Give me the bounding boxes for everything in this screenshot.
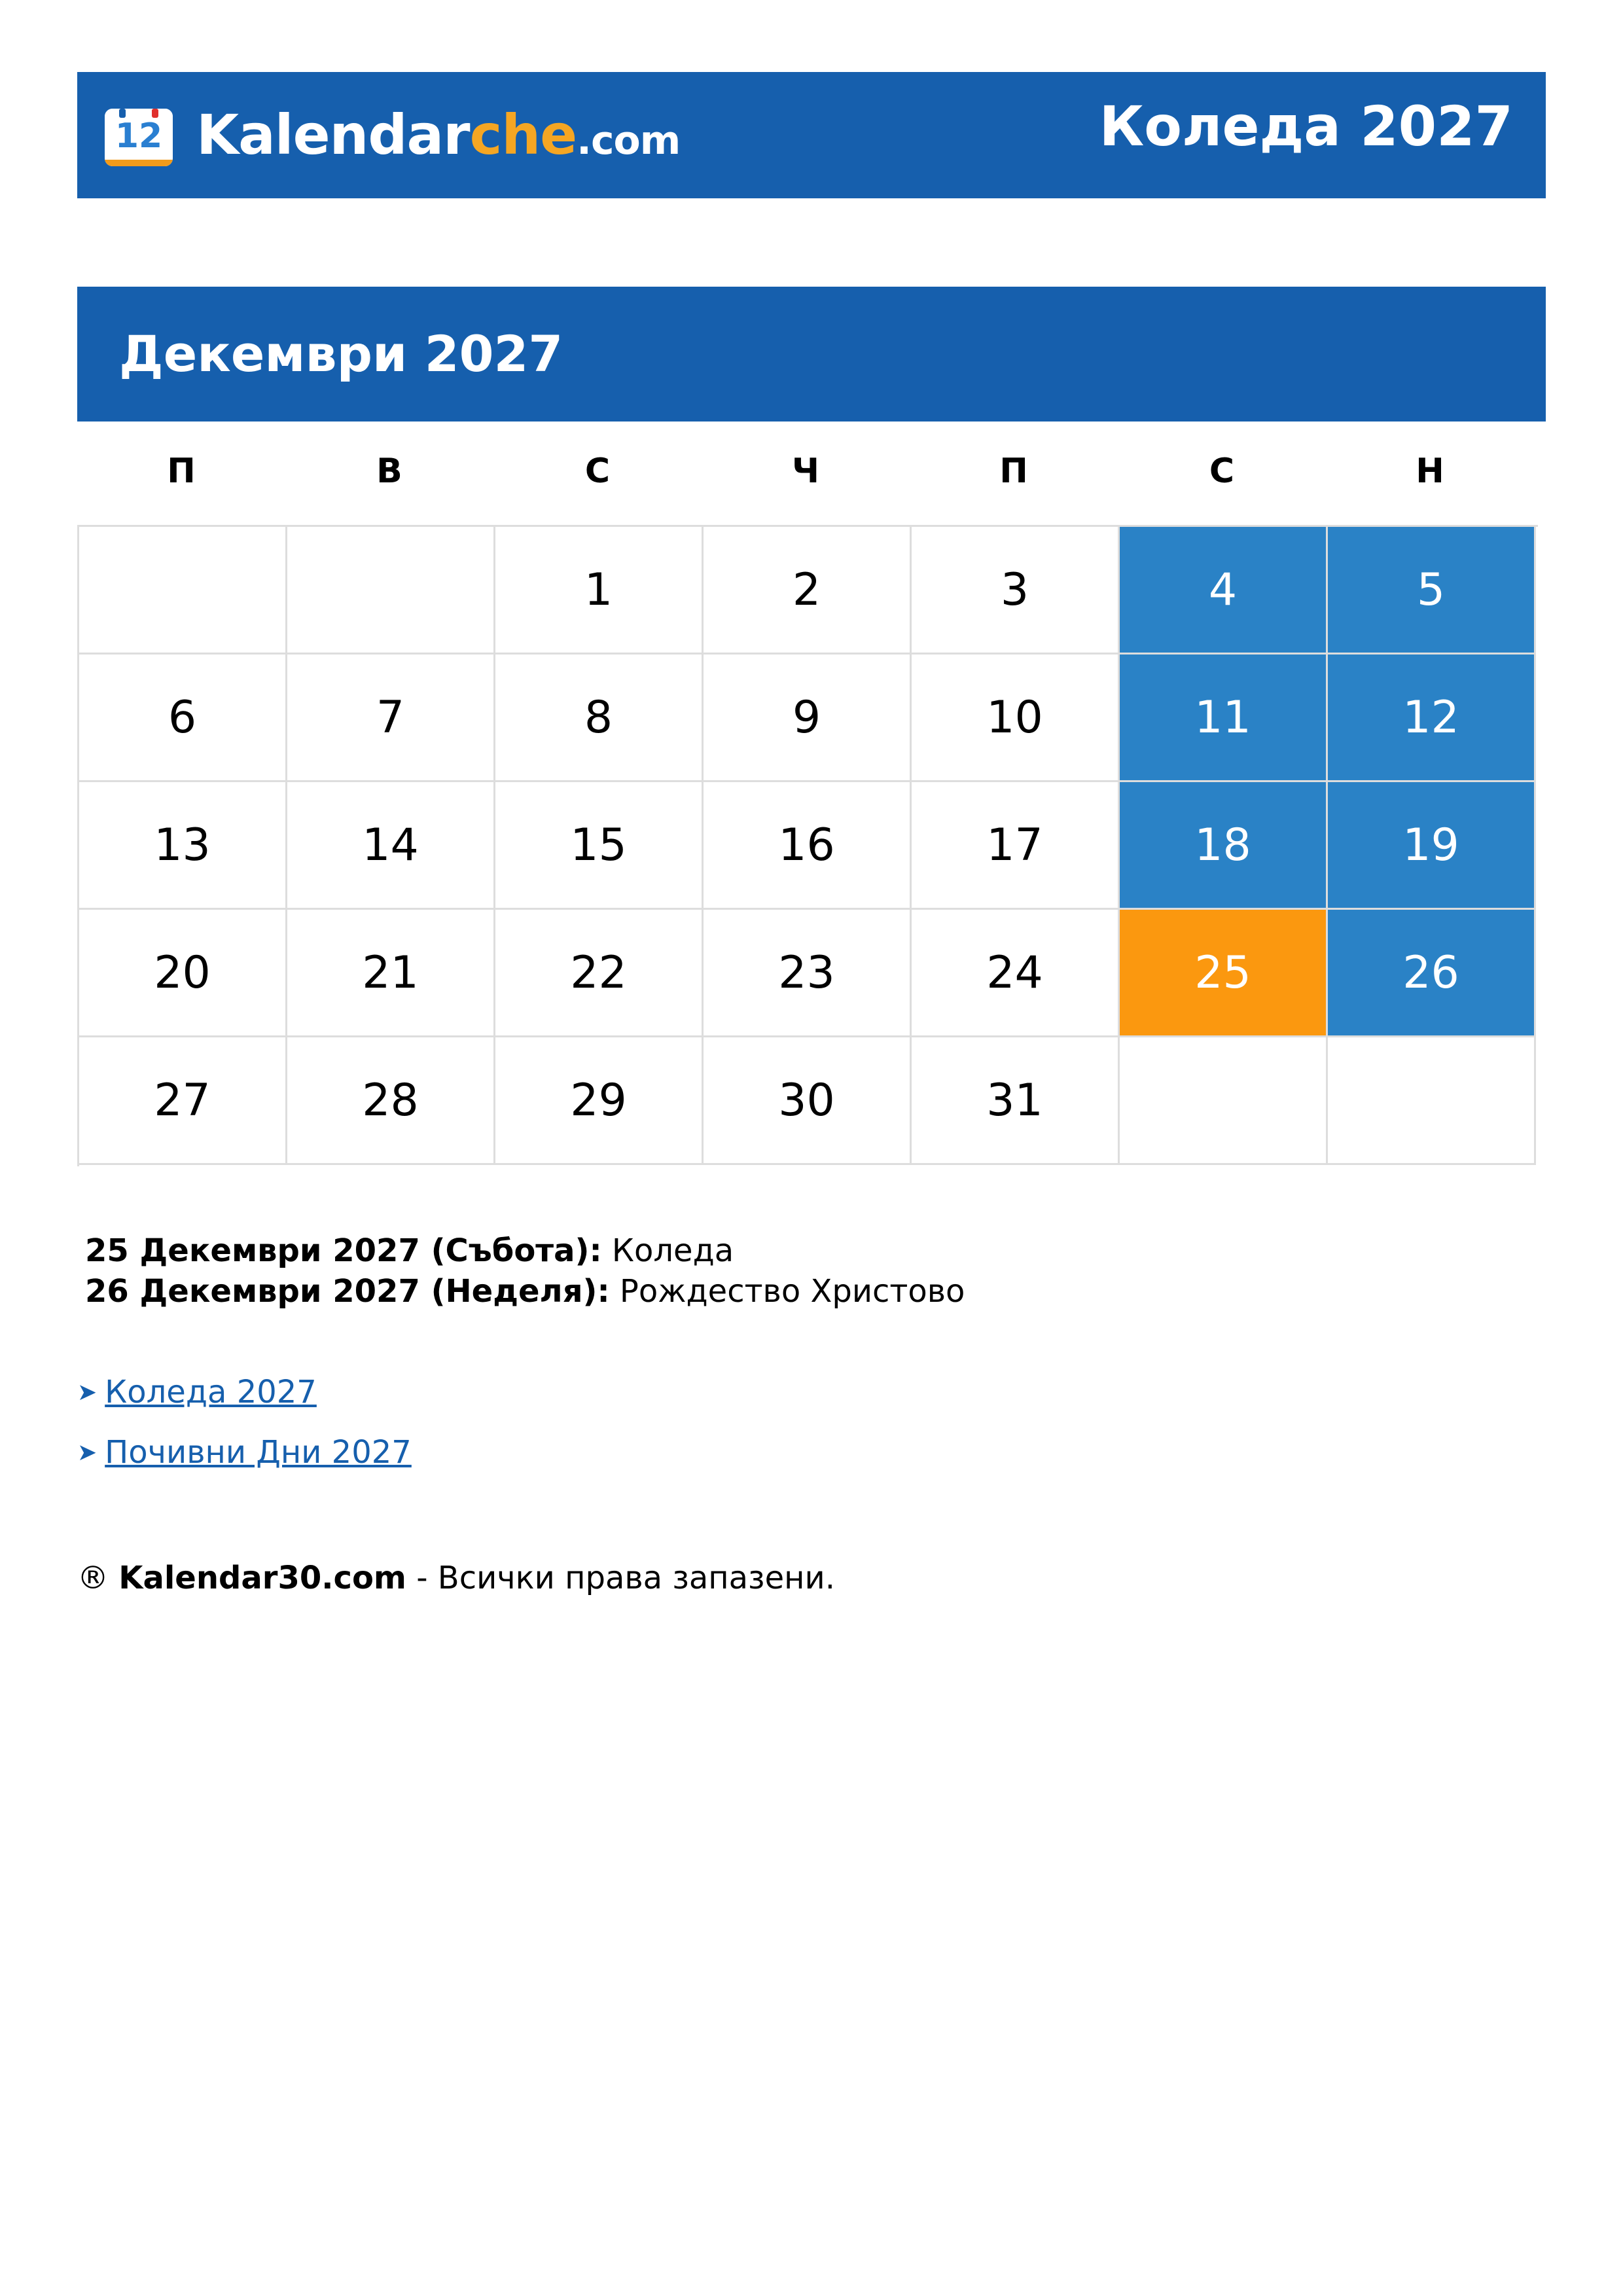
holiday-date: 25 Декември 2027 (Събота): bbox=[85, 1232, 602, 1269]
day-cell-weekend: 18 bbox=[1120, 782, 1328, 910]
link-item bbox=[77, 1372, 412, 1412]
day-cell-holiday: 25 bbox=[1120, 910, 1328, 1037]
calendar-grid bbox=[77, 525, 1538, 1166]
weekday-label: С bbox=[584, 452, 611, 491]
day-cell: 17 bbox=[912, 782, 1120, 910]
day-cell: 27 bbox=[79, 1037, 287, 1165]
day-cell-empty bbox=[1120, 1037, 1328, 1165]
logo-text-accent: che bbox=[469, 102, 577, 167]
day-cell: 29 bbox=[495, 1037, 704, 1165]
arrow-icon: ➤ bbox=[77, 1378, 98, 1406]
day-cell: 9 bbox=[704, 655, 912, 782]
day-cell: 2 bbox=[704, 527, 912, 655]
day-cell: 3 bbox=[912, 527, 1120, 655]
site-logo[interactable] bbox=[105, 102, 681, 170]
footer-brand: Kalendar30.com bbox=[118, 1560, 406, 1596]
day-cell: 31 bbox=[912, 1037, 1120, 1165]
weekday-label: С bbox=[1209, 452, 1235, 491]
logo-text-main: Kalendar bbox=[196, 102, 470, 167]
day-cell-weekend: 11 bbox=[1120, 655, 1328, 782]
related-links bbox=[77, 1372, 412, 1492]
day-cell: 22 bbox=[495, 910, 704, 1037]
registered-icon: ® bbox=[77, 1560, 109, 1596]
holiday-name: Коледа bbox=[611, 1232, 734, 1269]
calendar-icon-bottom bbox=[105, 160, 173, 166]
weekday-label: Ч bbox=[791, 452, 820, 491]
footer-text: - Всички права запазени. bbox=[406, 1560, 835, 1596]
month-title: Декември 2027 bbox=[119, 325, 563, 383]
day-cell: 30 bbox=[704, 1037, 912, 1165]
holiday-item bbox=[85, 1230, 965, 1271]
day-cell-weekend: 19 bbox=[1328, 782, 1536, 910]
footer bbox=[77, 1558, 835, 1598]
day-cell-empty bbox=[1328, 1037, 1536, 1165]
day-cell: 21 bbox=[287, 910, 495, 1037]
weekday-label: П bbox=[999, 452, 1028, 491]
day-cell: 16 bbox=[704, 782, 912, 910]
day-cell: 23 bbox=[704, 910, 912, 1037]
logo-text-tld: .com bbox=[577, 117, 681, 164]
logo-wordmark bbox=[196, 102, 680, 173]
link-item bbox=[77, 1432, 412, 1473]
holiday-item bbox=[85, 1271, 965, 1312]
day-cell: 15 bbox=[495, 782, 704, 910]
day-cell-weekend: 12 bbox=[1328, 655, 1536, 782]
day-cell: 24 bbox=[912, 910, 1120, 1037]
day-cell: 20 bbox=[79, 910, 287, 1037]
day-cell: 8 bbox=[495, 655, 704, 782]
day-cell: 28 bbox=[287, 1037, 495, 1165]
day-cell-weekend: 26 bbox=[1328, 910, 1536, 1037]
weekday-label: П bbox=[167, 452, 196, 491]
day-cell: 14 bbox=[287, 782, 495, 910]
day-cell-weekend: 5 bbox=[1328, 527, 1536, 655]
calendar-icon bbox=[105, 109, 173, 166]
day-cell-weekend: 4 bbox=[1120, 527, 1328, 655]
day-cell: 7 bbox=[287, 655, 495, 782]
holiday-name: Рождество Христово bbox=[619, 1273, 965, 1310]
weekday-label: В bbox=[376, 452, 402, 491]
holiday-list bbox=[85, 1230, 965, 1312]
day-cell: 13 bbox=[79, 782, 287, 910]
header-bar bbox=[77, 72, 1546, 198]
holiday-date: 26 Декември 2027 (Неделя): bbox=[85, 1273, 610, 1310]
day-cell-empty bbox=[287, 527, 495, 655]
arrow-icon: ➤ bbox=[77, 1439, 98, 1466]
day-cell: 1 bbox=[495, 527, 704, 655]
page-title: Коледа 2027 bbox=[1099, 94, 1513, 158]
christmas-link[interactable]: Коледа 2027 bbox=[105, 1374, 317, 1410]
day-cell-empty bbox=[79, 527, 287, 655]
holidays-link[interactable]: Почивни Дни 2027 bbox=[105, 1434, 412, 1471]
day-cell: 10 bbox=[912, 655, 1120, 782]
weekday-header bbox=[77, 445, 1538, 497]
month-bar bbox=[77, 287, 1546, 422]
weekday-label: Н bbox=[1416, 452, 1444, 491]
day-cell: 6 bbox=[79, 655, 287, 782]
calendar-icon-number: 12 bbox=[115, 117, 163, 156]
